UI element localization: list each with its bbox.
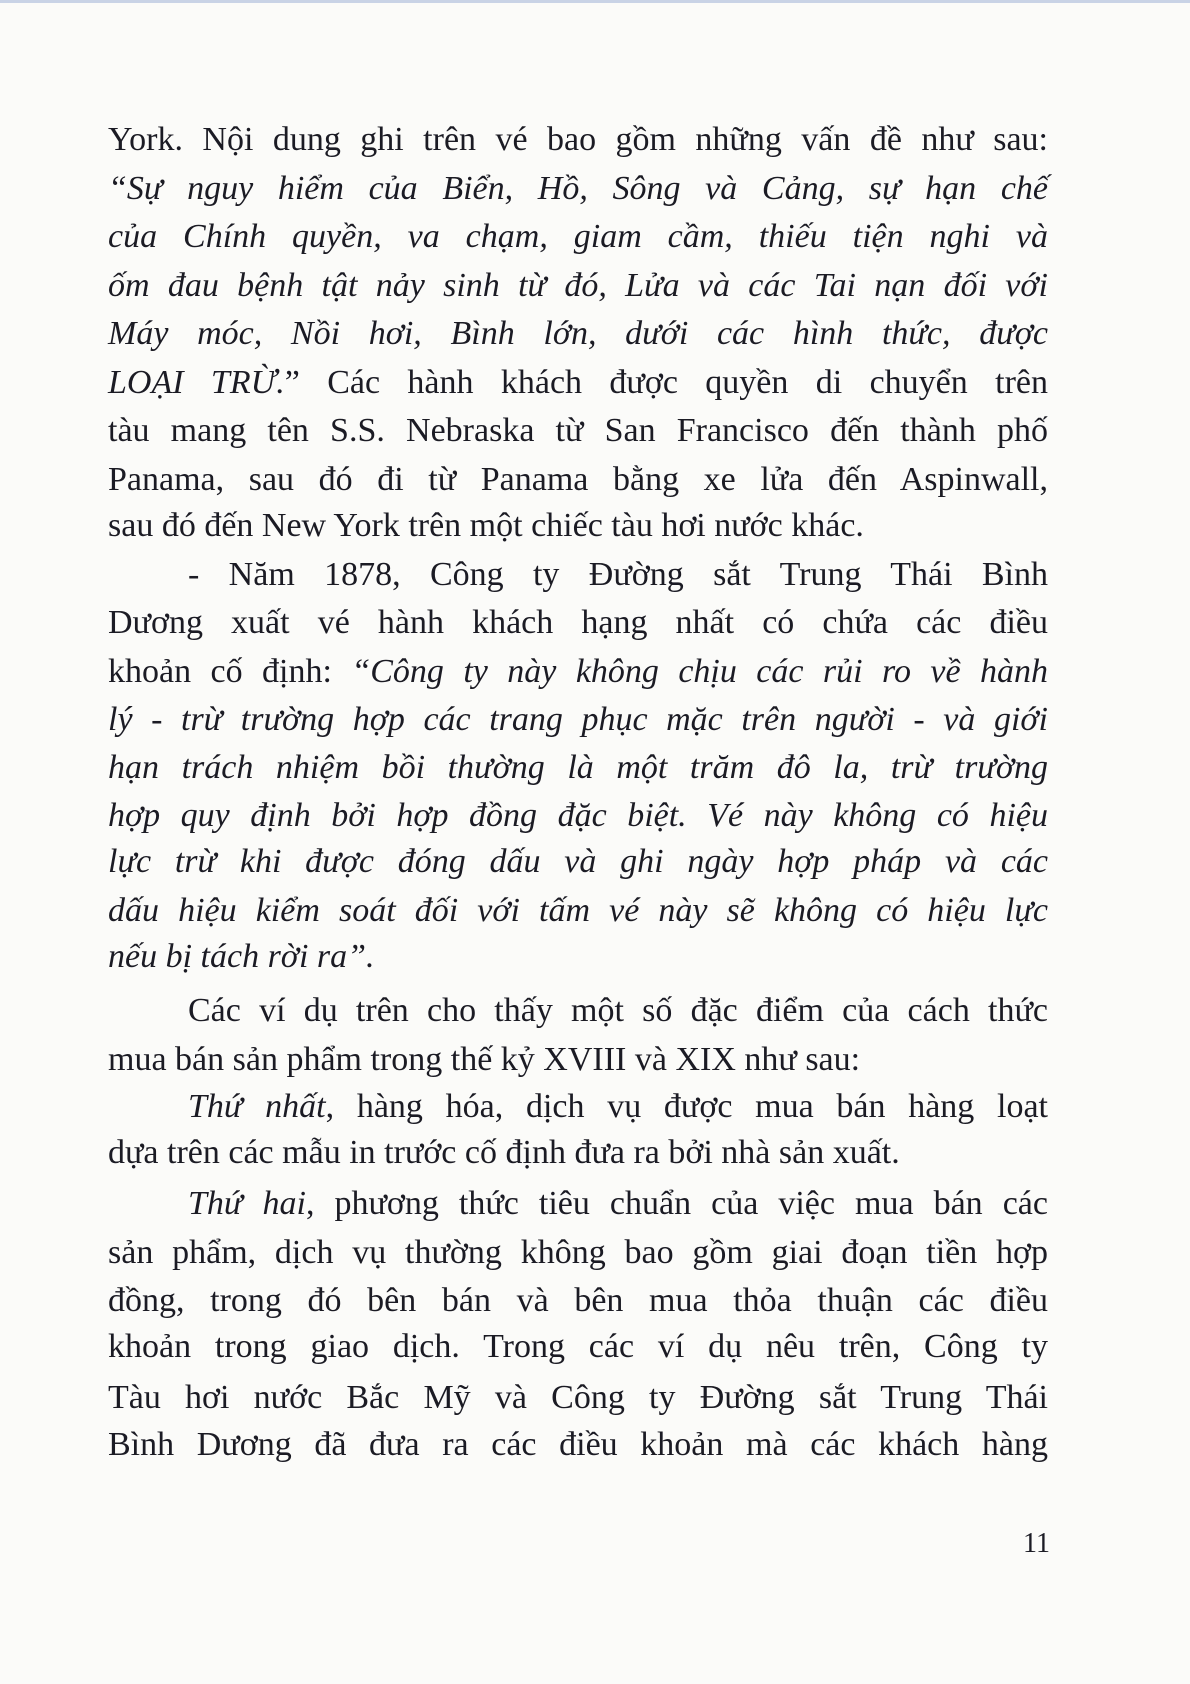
body-text: , hàng hóa, dịch vụ được mua bán hàng loạt [325, 1088, 1048, 1125]
body-text: tàu mang tên S.S. Nebraska từ San Francisco đến thành phố [108, 412, 1048, 449]
text-line [108, 551, 1048, 599]
text-line [108, 502, 1048, 550]
body-text: Bình Dương đã đưa ra các điều khoản mà các khách hàng [108, 1426, 1048, 1463]
text-line [108, 359, 1048, 407]
text-line [108, 1036, 1048, 1084]
italic-text: LOẠI TRỪ. [108, 364, 285, 401]
text-line [108, 1229, 1048, 1277]
italic-text: lý - trừ trường hợp các trang phục mặc trên người - và giới [108, 701, 1048, 738]
italic-text: của Chính quyền, va chạm, giam cầm, thiếu tiện nghi và [108, 218, 1048, 255]
body-text: sau đó đến New York trên một chiếc tàu hơi nước khác. [108, 507, 864, 544]
text-line [108, 407, 1048, 455]
italic-text: lực trừ khi được đóng dấu và ghi ngày hợp pháp và các [108, 843, 1048, 880]
text-line [108, 933, 1048, 981]
italic-text: “Sự nguy hiểm của Biển, Hồ, Sông và Cảng, sự hạn chế [108, 170, 1048, 207]
italic-text: nếu bị tách rời ra”. [108, 938, 375, 975]
page-number: 11 [1023, 1528, 1050, 1559]
text-line [108, 987, 1048, 1035]
text-line [108, 262, 1048, 310]
body-text: dựa trên các mẫu in trước cố định đưa ra bởi nhà sản xuất. [108, 1134, 900, 1171]
text-line [108, 1129, 1048, 1177]
italic-text: “Công ty này không chịu các rủi ro về hành [351, 653, 1048, 690]
italic-text: dấu hiệu kiểm soát đối với tấm vé này sẽ không có hiệu lực [108, 892, 1048, 929]
body-text: đồng, trong đó bên bán và bên mua thỏa thuận các điều [108, 1282, 1048, 1319]
text-line [108, 792, 1048, 840]
text-line [108, 696, 1048, 744]
body-text: Panama, sau đó đi từ Panama bằng xe lửa đến Aspinwall, [108, 461, 1048, 498]
text-line [108, 599, 1048, 647]
body-text: Tàu hơi nước Bắc Mỹ và Công ty Đường sắt Trung Thái [108, 1379, 1048, 1416]
text-line [108, 310, 1048, 358]
text-line [108, 213, 1048, 261]
text-line [108, 887, 1048, 935]
body-text: Các ví dụ trên cho thấy một số đặc điểm của cách thức [188, 992, 1048, 1029]
text-line [108, 1180, 1048, 1228]
body-text: ” Các hành khách được quyền di chuyển trên [284, 364, 1048, 401]
italic-text: Máy móc, Nồi hơi, Bình lớn, dưới các hình thức, được [108, 315, 1048, 352]
body-text: Dương xuất vé hành khách hạng nhất có chứa các điều [108, 604, 1048, 641]
body-text: khoản cố định: [108, 653, 352, 690]
body-text: , phương thức tiêu chuẩn của việc mua bán các [305, 1185, 1048, 1222]
italic-text: ốm đau bệnh tật nảy sinh từ đó, Lửa và các Tai nạn đối với [108, 267, 1048, 304]
body-text: khoản trong giao dịch. Trong các ví dụ nêu trên, Công ty [108, 1328, 1048, 1365]
text-line [108, 456, 1048, 504]
text-line [108, 116, 1048, 164]
body-text: mua bán sản phẩm trong thế kỷ XVIII và XIX như sau: [108, 1041, 861, 1078]
italic-text: hợp quy định bởi hợp đồng đặc biệt. Vé này không có hiệu [108, 797, 1048, 834]
text-line [108, 648, 1048, 696]
text-line [108, 1083, 1048, 1131]
italic-text: hạn trách nhiệm bồi thường là một trăm đô la, trừ trường [108, 749, 1048, 786]
text-line [108, 744, 1048, 792]
body-text: - Năm 1878, Công ty Đường sắt Trung Thái Bình [188, 556, 1048, 593]
body-text: sản phẩm, dịch vụ thường không bao gồm giai đoạn tiền hợp [108, 1234, 1048, 1271]
italic-text: Thứ hai [188, 1185, 306, 1222]
text-line [108, 1374, 1048, 1422]
text-line [108, 838, 1048, 886]
body-text: York. Nội dung ghi trên vé bao gồm những vấn đề như sau: [108, 121, 1048, 158]
text-line [108, 1277, 1048, 1325]
italic-text: Thứ nhất [188, 1088, 326, 1125]
text-line [108, 165, 1048, 213]
text-line [108, 1323, 1048, 1371]
text-line [108, 1421, 1048, 1469]
